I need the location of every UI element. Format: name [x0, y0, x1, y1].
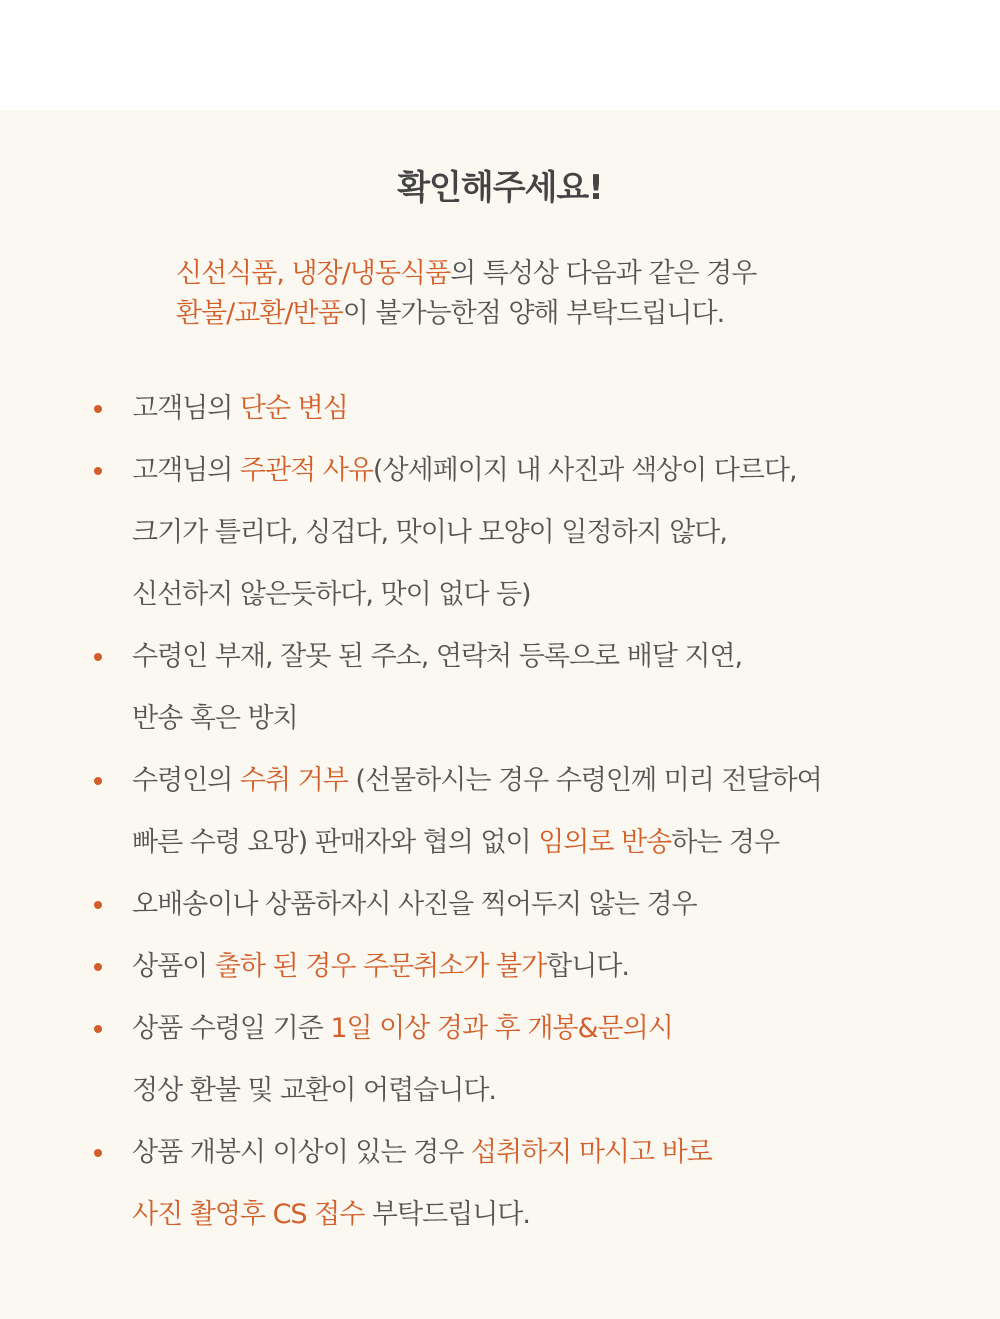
- notice-list: [0, 378, 1000, 1246]
- text-segment: 상품이: [132, 951, 215, 982]
- list-item: [0, 998, 1000, 1122]
- item-line: [132, 378, 1000, 440]
- highlight-segment: 단순 변심: [239, 393, 348, 424]
- highlight-segment: 사진 촬영후 CS 접수: [132, 1199, 365, 1230]
- list-item: [0, 750, 1000, 874]
- list-item: [0, 440, 1000, 626]
- item-line: [132, 502, 1000, 564]
- intro-line-2: [176, 294, 956, 334]
- item-line: [132, 998, 1000, 1060]
- item-line: [132, 440, 1000, 502]
- text-segment: 크기가 틀리다, 싱겁다, 맛이나 모양이 일정하지 않다,: [132, 517, 727, 548]
- item-line: [132, 564, 1000, 626]
- text-segment: 고객님의: [132, 393, 240, 424]
- intro-highlight: 신선식품, 냉장/냉동식품: [176, 258, 451, 289]
- intro-line-1: [176, 254, 956, 294]
- intro-text-segment: 이 불가능한점 양해 부탁드립니다.: [342, 298, 725, 329]
- item-line: [132, 1122, 1000, 1184]
- text-segment: (상세페이지 내 사진과 색상이 다르다,: [372, 455, 797, 486]
- highlight-segment: 1일 이상 경과 후 개봉&문의시: [330, 1013, 673, 1044]
- intro-highlight: 환불/교환/반품: [176, 298, 343, 329]
- item-line: [132, 626, 1000, 688]
- highlight-segment: 임의로 반송: [538, 827, 672, 858]
- text-segment: 부탁드립니다.: [364, 1199, 530, 1230]
- bullet-dot-icon: [94, 467, 102, 475]
- intro-text-segment: 의 특성상 다음과 같은 경우: [450, 258, 757, 289]
- bullet-dot-icon: [94, 901, 102, 909]
- item-line: [132, 1060, 1000, 1122]
- text-segment: 신선하지 않은듯하다, 맛이 없다 등): [132, 579, 531, 610]
- text-segment: 수령인의: [132, 765, 240, 796]
- text-segment: 정상 환불 및 교환이 어렵습니다.: [132, 1075, 496, 1106]
- highlight-segment: 섭취하지 마시고 바로: [470, 1137, 712, 1168]
- bullet-dot-icon: [94, 1149, 102, 1157]
- bullet-dot-icon: [94, 1025, 102, 1033]
- list-item: [0, 378, 1000, 440]
- item-line: [132, 1184, 1000, 1246]
- item-line: [132, 688, 1000, 750]
- text-segment: 하는 경우: [671, 827, 780, 858]
- text-segment: 수령인 부재, 잘못 된 주소, 연락처 등록으로 배달 지연,: [132, 641, 743, 672]
- list-item: [0, 626, 1000, 750]
- highlight-segment: 수취 거부: [239, 765, 348, 796]
- bullet-dot-icon: [94, 963, 102, 971]
- intro-text: [176, 254, 956, 334]
- text-segment: 상품 개봉시 이상이 있는 경우: [132, 1137, 471, 1168]
- text-segment: 빠른 수령 요망) 판매자와 협의 없이: [132, 827, 539, 858]
- bullet-dot-icon: [94, 405, 102, 413]
- list-item: [0, 936, 1000, 998]
- text-segment: 반송 혹은 방치: [132, 703, 298, 734]
- bullet-dot-icon: [94, 777, 102, 785]
- list-item: [0, 1122, 1000, 1246]
- item-line: [132, 750, 1000, 812]
- highlight-segment: 출하 된 경우 주문취소가 불가: [214, 951, 547, 982]
- text-segment: 고객님의: [132, 455, 240, 486]
- text-segment: 합니다.: [546, 951, 630, 982]
- highlight-segment: 주관적 사유: [239, 455, 373, 486]
- bullet-dot-icon: [94, 653, 102, 661]
- page-title: 확인해주세요!: [397, 168, 603, 208]
- item-line: [132, 812, 1000, 874]
- text-segment: 오배송이나 상품하자시 사진을 찍어두지 않는 경우: [132, 889, 697, 920]
- item-line: [132, 874, 1000, 936]
- text-segment: (선물하시는 경우 수령인께 미리 전달하여: [347, 765, 822, 796]
- list-item: [0, 874, 1000, 936]
- item-line: [132, 936, 1000, 998]
- text-segment: 상품 수령일 기준: [132, 1013, 331, 1044]
